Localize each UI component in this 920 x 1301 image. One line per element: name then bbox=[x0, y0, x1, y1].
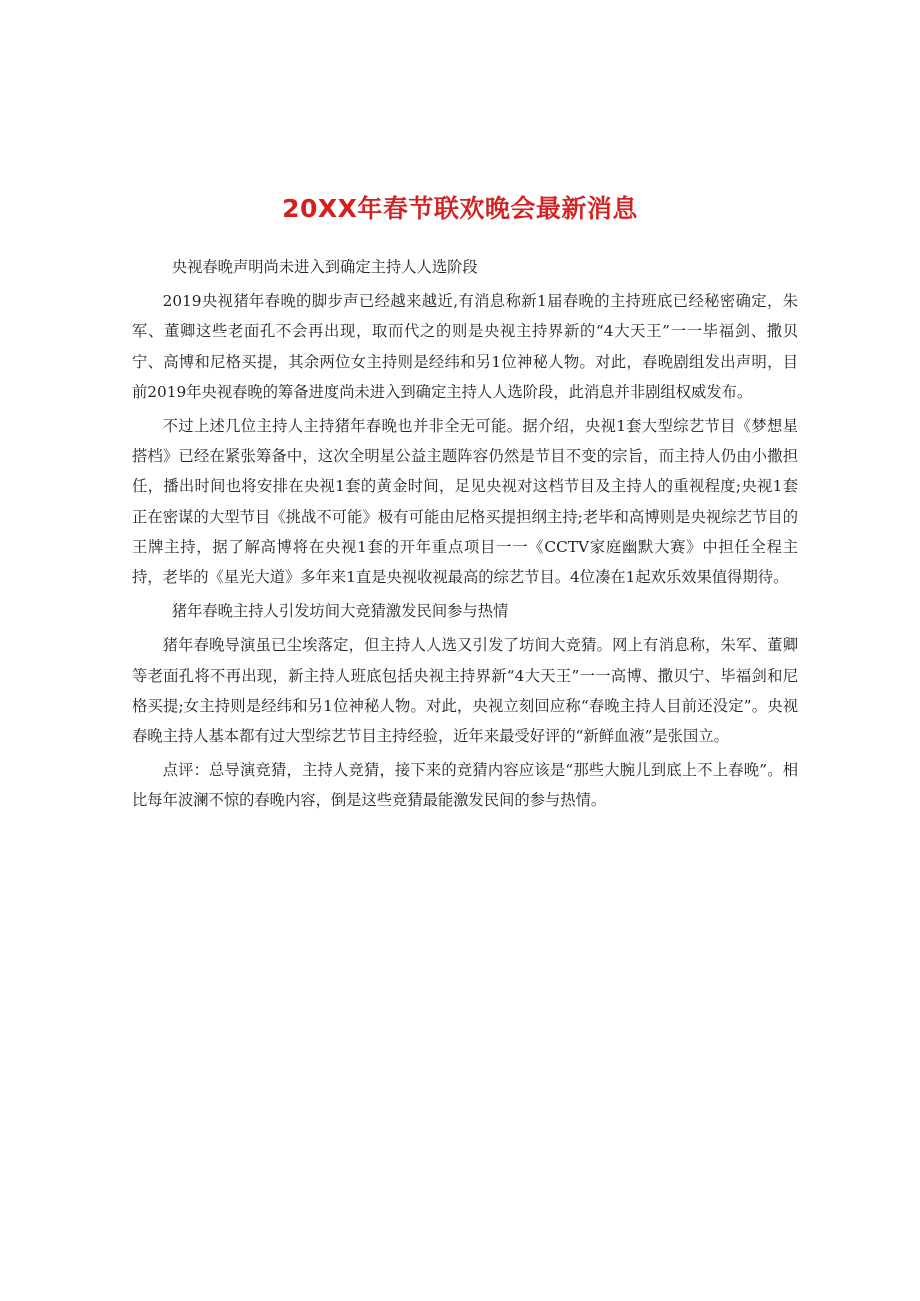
section-heading: 猪年春晚主持人引发坊间大竞猜激发民间参与热情 bbox=[171, 602, 509, 621]
document-body bbox=[132, 252, 798, 816]
body-paragraph: 2019央视猪年春晚的脚步声已经越来越近,有消息称新1届春晚的主持班底已经秘密确定，朱军、董卿这些老面孔不会再出现，取而代之的则是央视主持界新的“4大天王”一一毕福剑、撒贝宁、高博和尼格买提，其余两位女主持则是经纬和另1位神秘人物。对此，春晚剧组发出声明，目前2019年央视春晚的筹备进度尚未进入到确定主持人人选阶段，此消息并非剧组权威发布。 bbox=[132, 292, 798, 401]
document-title: 20XX年春节联欢晚会最新消息 bbox=[282, 193, 638, 223]
body-paragraph: 不过上述几位主持人主持猪年春晚也并非全无可能。据介绍，央视1套大型综艺节目《梦想星搭档》已经在紧张筹备中，这次全明星公益主题阵容仍然是节目不变的宗旨，而主持人仍由小撒担任，播出时间也将安排在央视1套的黄金时间，足见央视对这档节目及主持人的重视程度;央视1套正在密谋的大型节目《挑战不可能》极有可能由尼格买提担纲主持;老毕和高博则是央视综艺节目的王牌主持，据了解高博将在央视1套的开年重点项目一一《CCTV家庭幽默大赛》中担任全程主持，老毕的《星光大道》多年来1直是央视收视最高的综艺节目。4位凑在1起欢乐效果值得期待。 bbox=[132, 417, 798, 587]
section-heading: 央视春晚声明尚未进入到确定主持人人选阶段 bbox=[171, 258, 478, 276]
body-paragraph: 猪年春晚导演虽已尘埃落定，但主持人人选又引发了坊间大竞猜。网上有消息称，朱军、董卿等老面孔将不再出现，新主持人班底包括央视主持界新“4大天王”一一高博、撒贝宁、毕福剑和尼格买提;女主持则是经纬和另1位神秘人物。对此，央视立刻回应称“春晚主持人目前还没定”。央视春晚主持人基本都有过大型综艺节目主持经验，近年来最受好评的“新鲜血液”是张国立。 bbox=[132, 636, 798, 746]
body-paragraph: 点评：总导演竞猜，主持人竞猜，接下来的竞猜内容应该是“那些大腕儿到底上不上春晚”。相比每年波澜不惊的春晚内容，倒是这些竞猜最能激发民间的参与热情。 bbox=[132, 761, 798, 810]
